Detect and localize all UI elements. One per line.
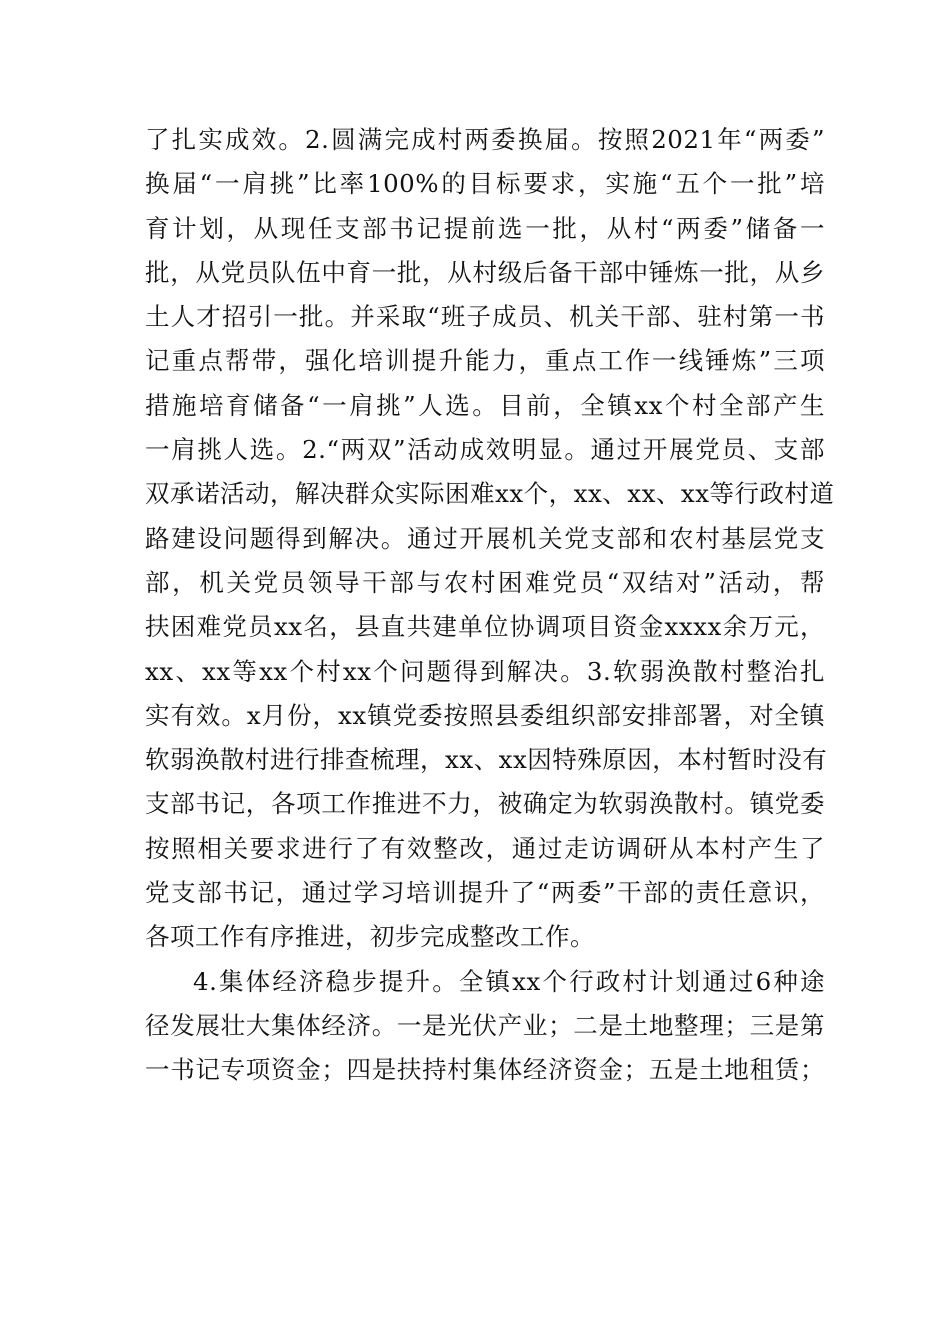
text-line: xx、xx等xx个村xx个问题得到解决。3.软弱涣散村整治扎 [145,656,825,686]
text-line: 育计划，从现任支部书记提前选一批，从村“两委”储备一 [145,213,825,243]
text-line: 了扎实成效。2.圆满完成村两委换届。按照2021年“两委” [145,125,825,154]
text-line: 记重点帮带，强化培训提升能力，重点工作一线锤炼”三项 [145,346,825,376]
text-line: 径发展壮大集体经济。一是光伏产业；二是土地整理；三是第 [145,1010,825,1040]
text-line: 一肩挑人选。2.“两双”活动成效明显。通过开展党员、支部 [145,435,825,465]
text-line: 扶困难党员xx名，县直共建单位协调项目资金xxxx余万元， [145,612,825,642]
text-line: 软弱涣散村进行排查梳理，xx、xx因特殊原因，本村暂时没有 [145,745,828,775]
text-line: 双承诺活动，解决群众实际困难xx个，xx、xx、xx等行政村道 [145,479,835,509]
text-line: 部，机关党员领导干部与农村困难党员“双结对”活动，帮 [145,567,825,597]
text-line: 实有效。x月份，xx镇党委按照县委组织部安排部署，对全镇 [145,700,825,730]
text-line: 按照相关要求进行了有效整改，通过走访调研从本村产生了 [145,833,825,863]
text-line: 一书记专项资金；四是扶持村集体经济资金；五是土地租赁； [145,1055,825,1085]
text-line: 路建设问题得到解决。通过开展机关党支部和农村基层党支 [145,523,825,553]
text-line: 各项工作有序推进，初步完成整改工作。 [145,922,595,952]
text-line: 换届“一肩挑”比率100%的目标要求，实施“五个一批”培 [145,169,825,199]
text-line: 支部书记，各项工作推进不力，被确定为软弱涣散村。镇党委 [145,789,825,819]
text-line: 土人才招引一批。并采取“班子成员、机关干部、驻村第一书 [145,302,825,332]
body-text [145,118,835,1093]
text-line: 批，从党员队伍中育一批，从村级后备干部中锤炼一批，从乡 [145,257,825,287]
text-line: 党支部书记，通过学习培训提升了“两委”干部的责任意识， [145,878,825,908]
paragraph-first-line: 4.集体经济稳步提升。全镇xx个行政村计划通过6种途 [193,966,825,996]
text-line: 措施培育储备“一肩挑”人选。目前，全镇xx个村全部产生 [145,390,825,420]
